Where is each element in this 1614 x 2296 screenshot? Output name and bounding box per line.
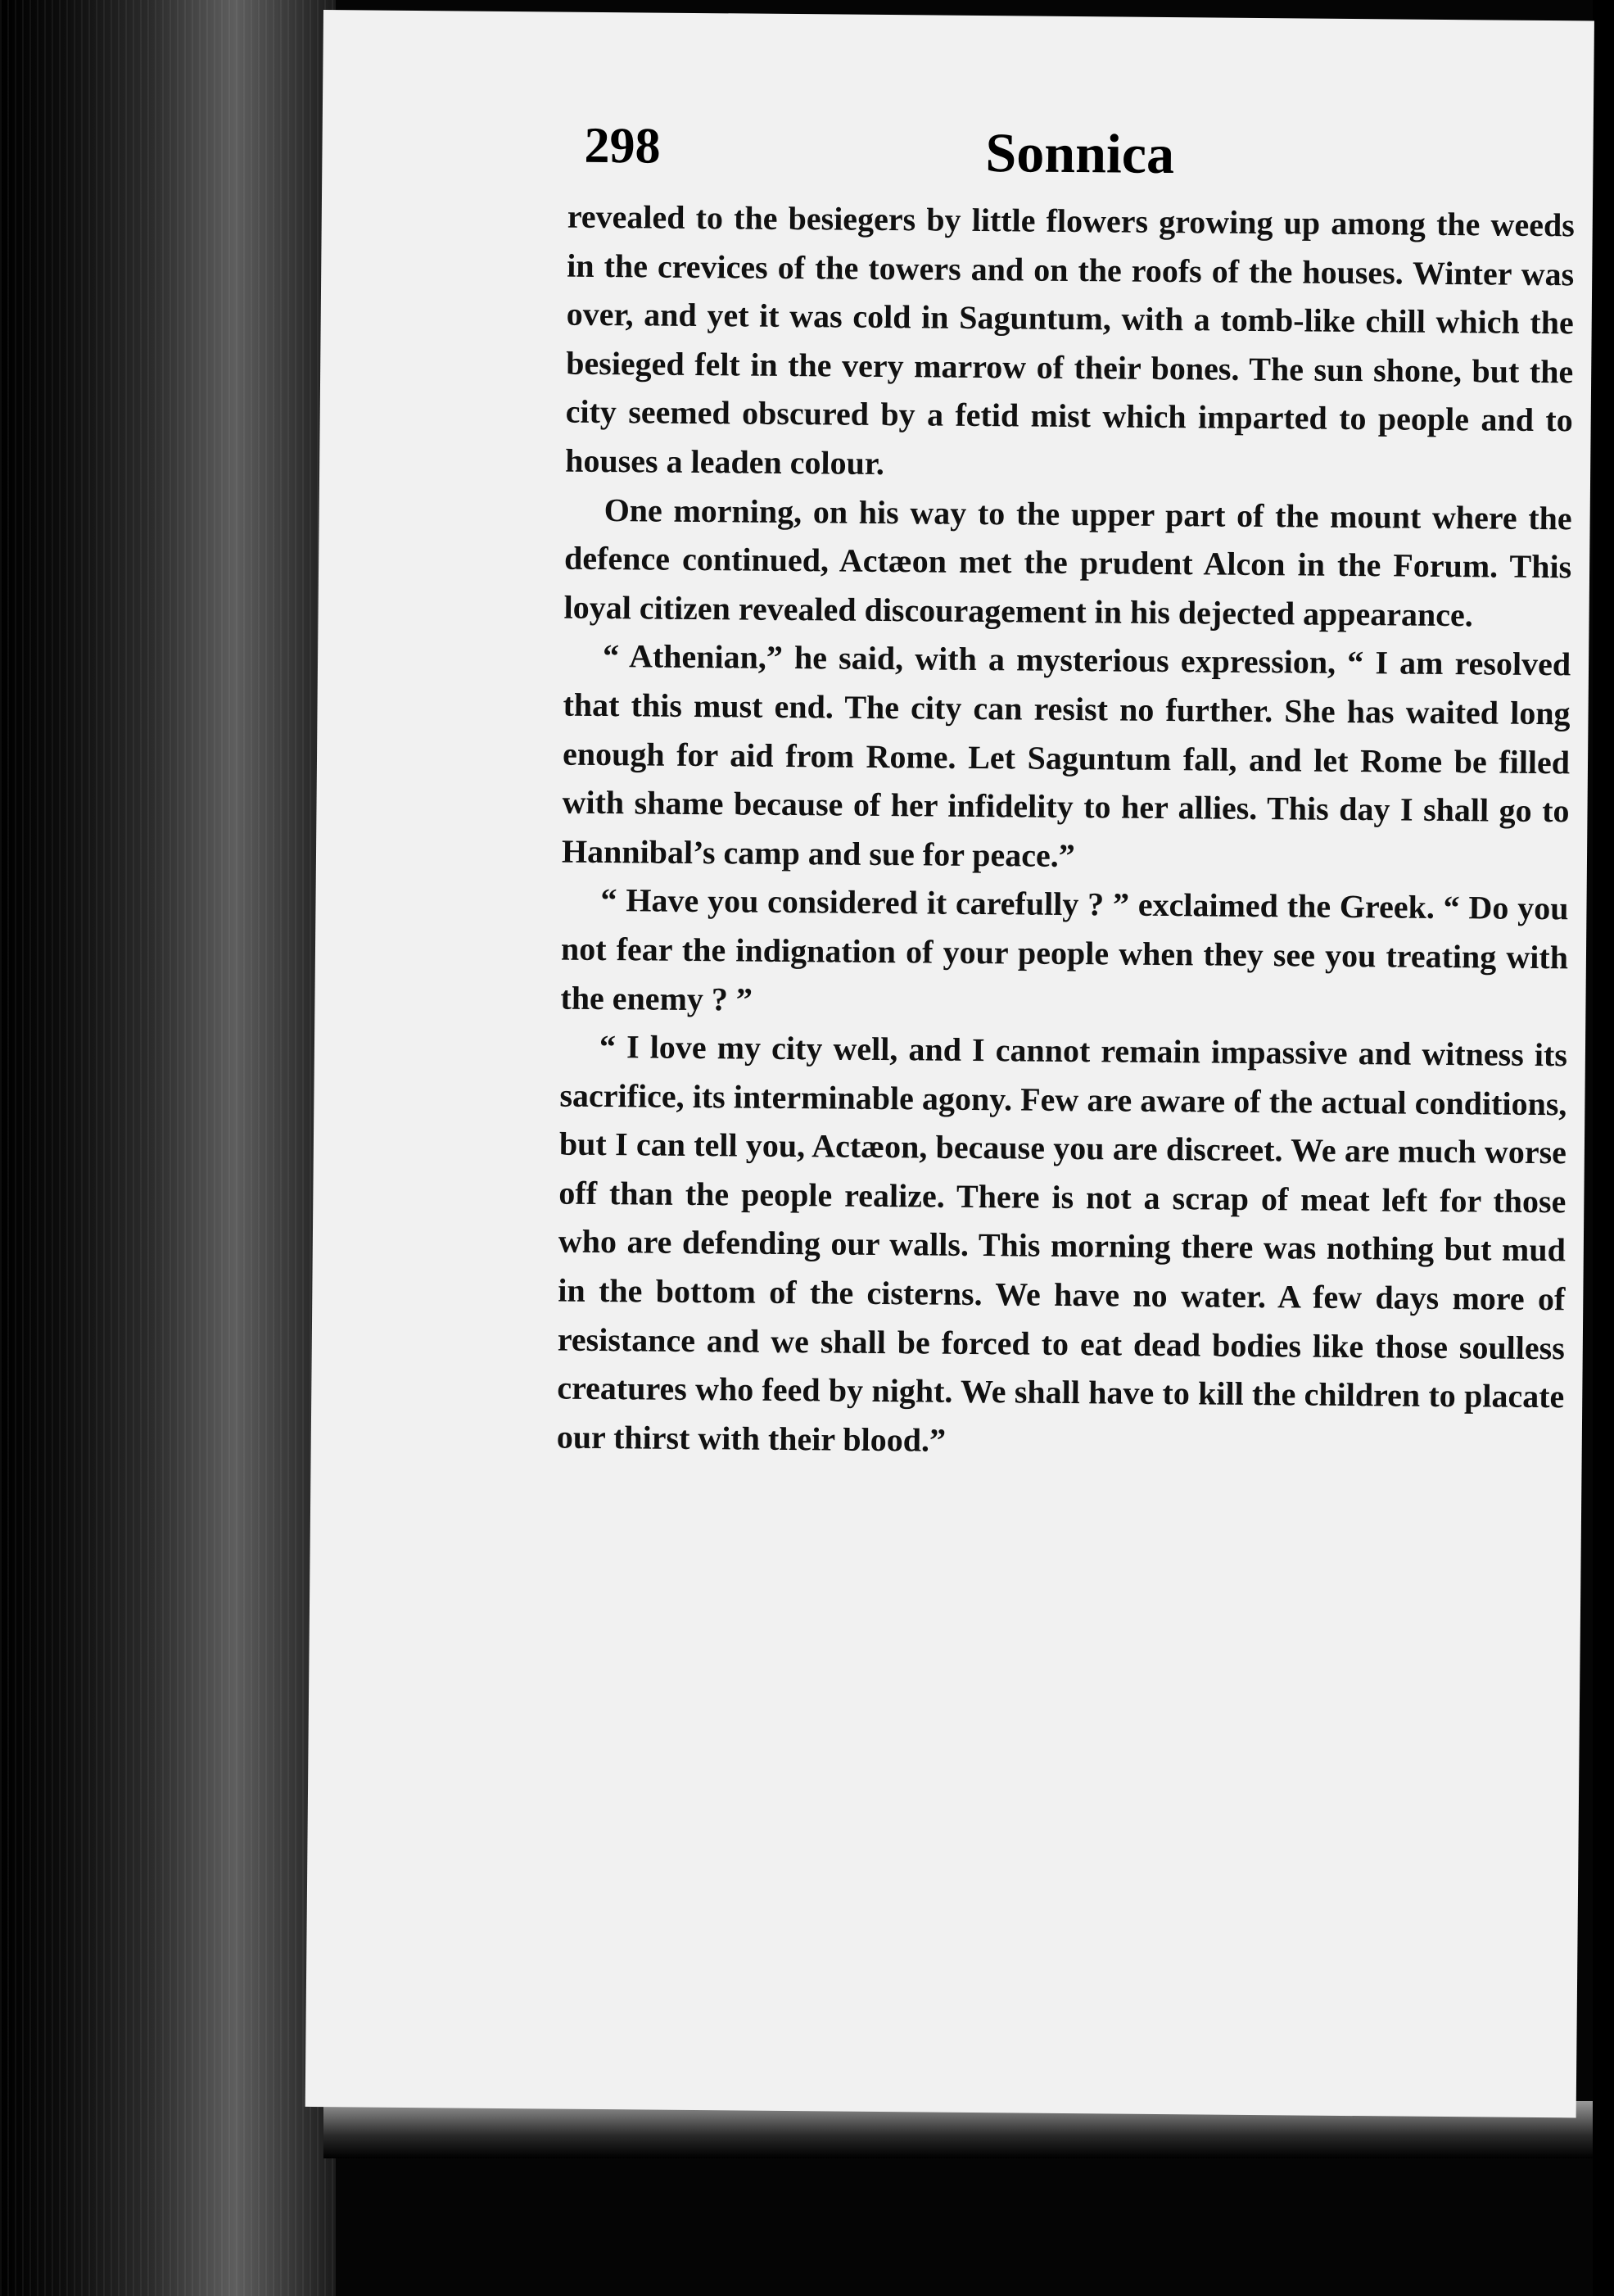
book-title: Sonnica <box>985 121 1175 186</box>
running-head <box>584 117 1502 191</box>
paragraph-5: “ I love my city well, and I cannot remain impassive and witness its sacrifice, its interminable agony. Few are aware of the actual conditions, but I can tell you, Actæon, because you are discreet. We are much worse off than the people realize. There is not a scrap of meat left for those who are defending our walls. This morning there was nothing but mud in the bottom of the cisterns. We have no water. A few days more of resistance and we shall be forced to eat dead bodies like those soulless creatures who feed by night. We shall have to kill the children to placate our thirst with their blood.” <box>556 1028 1568 1459</box>
paragraph-1: revealed to the besiegers by little flowers growing up among the weeds in the crevices of the towers and on the roofs of the houses. Winter was over, and yet it was cold in Saguntum, with a tomb-like chill which the besieged felt in the very marrow of their bones. The sun shone, but the city seemed obscured by a fetid mist which imparted to people and to houses a leaden colour. <box>565 197 1575 482</box>
book-page <box>305 10 1594 2117</box>
page-number: 298 <box>584 117 661 174</box>
paragraph-3: “ Athenian,” he said, with a mysterious expression, “ I am resolved that this must end. The city can resist no further. She has waited long enough for aid from Rome. Let Saguntum fall, and let Rome be filled with shame because of her infidelity to her allies. This day I shall go to Hannibal’s camp and sue for peace.” <box>561 637 1571 874</box>
page-right-edge <box>1593 0 1614 2296</box>
paragraph-4: “ Have you considered it carefully ? ” exclaimed the Greek. “ Do you not fear the indignation of your people when they see you treating with the enemy ? ” <box>560 881 1569 1018</box>
book-binding-shadow <box>0 0 336 2296</box>
paragraph-2: One morning, on his way to the upper part of the mount where the defence continued, Actæon met the prudent Alcon in the Forum. This loyal citizen revealed discouragement in his dejected appearance. <box>563 491 1572 634</box>
body-text <box>557 192 1575 1470</box>
